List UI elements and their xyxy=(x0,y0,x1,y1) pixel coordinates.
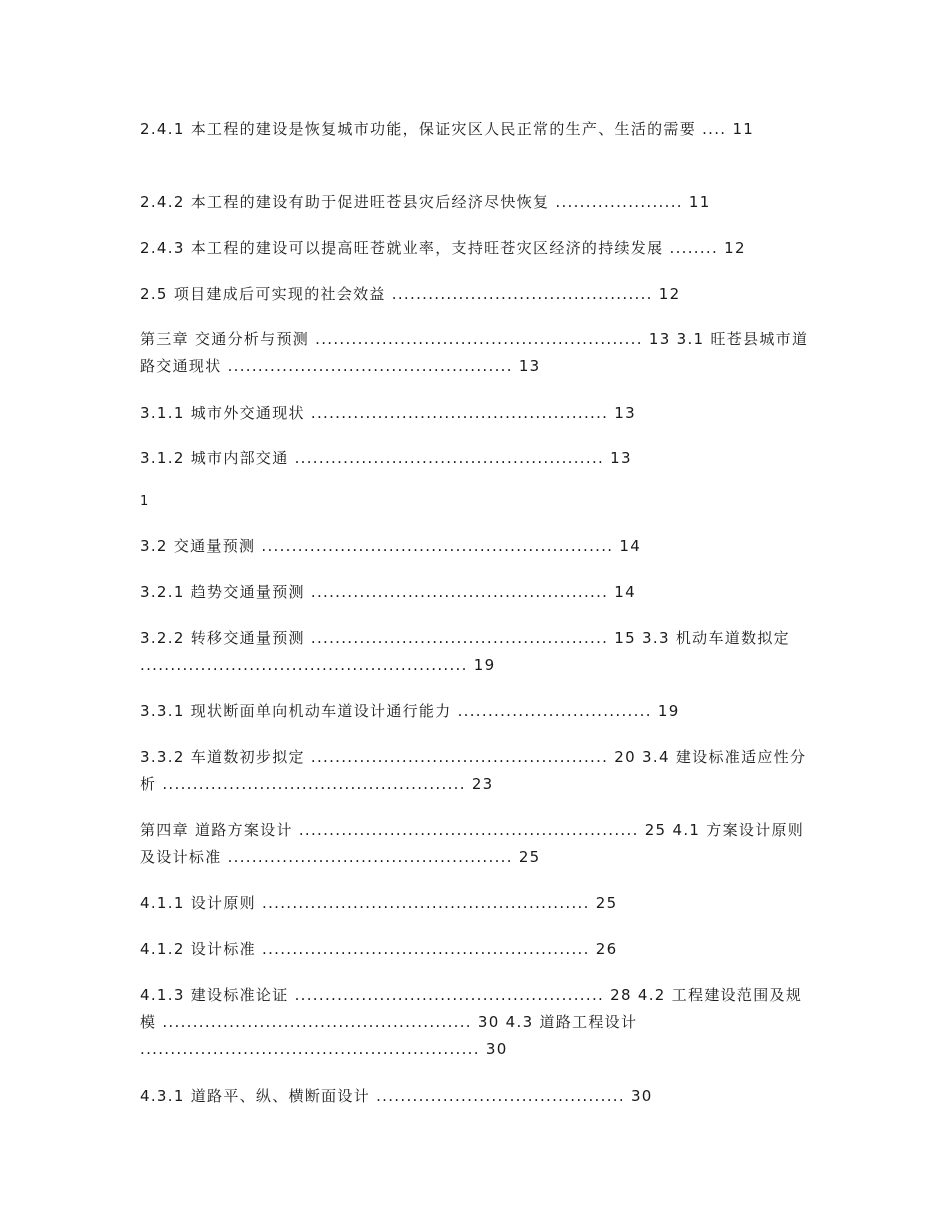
toc-entry: 3.3.2 车道数初步拟定 ................................................. 20 3.4 建设标准适应性分析 .................................................. 23 xyxy=(140,748,807,793)
toc-entry: 3.3.1 现状断面单向机动车道设计通行能力 ................................ 19 xyxy=(140,702,680,720)
toc-entry: 3.1.2 城市内部交通 ................................................... 13 xyxy=(140,449,632,467)
toc-entry: 3.1.1 城市外交通现状 ................................................. 13 xyxy=(140,404,636,422)
toc-entry: 4.1.1 设计原则 ...................................................... 25 xyxy=(140,894,618,912)
page-number: 1 xyxy=(140,494,149,509)
toc-entry: 3.2 交通量预测 .......................................................... 14 xyxy=(140,537,642,555)
toc-entry: 3.2.1 趋势交通量预测 ................................................. 14 xyxy=(140,583,636,601)
toc-entry: 2.4.3 本工程的建设可以提高旺苍就业率，支持旺苍灾区经济的持续发展 ........ 12 xyxy=(140,239,746,257)
toc-entry: 第三章 交通分析与预测 ...................................................... 13 3.1 旺苍县城市道路交通现状 ............................................... 13 xyxy=(140,330,809,375)
toc-entry: 2.5 项目建成后可实现的社会效益 ........................................... 12 xyxy=(140,285,681,303)
toc-entry: 2.4.1 本工程的建设是恢复城市功能，保证灾区人民正常的生产、生活的需要 .... 11 xyxy=(140,120,755,138)
toc-entry: 4.3.1 道路平、纵、横断面设计 ......................................... 30 xyxy=(140,1087,653,1105)
toc-entry: 第四章 道路方案设计 ........................................................ 25 4.1 方案设计原则及设计标准 ............................................... 25 xyxy=(140,821,805,866)
toc-entry: 3.2.2 转移交通量预测 ................................................. 15 3.3 机动车道数拟定 ...................................................... 19 xyxy=(140,629,790,674)
toc-entry: 2.4.2 本工程的建设有助于促进旺苍县灾后经济尽快恢复 ..................... 11 xyxy=(140,193,711,211)
toc-entry: 4.1.3 建设标准论证 ................................................... 28 4.2 工程建设范围及规模 ................................................... 30 4.3 道路工程设计 ........................................................ 30 xyxy=(140,986,803,1058)
toc-entry: 4.1.2 设计标准 ...................................................... 26 xyxy=(140,940,618,958)
